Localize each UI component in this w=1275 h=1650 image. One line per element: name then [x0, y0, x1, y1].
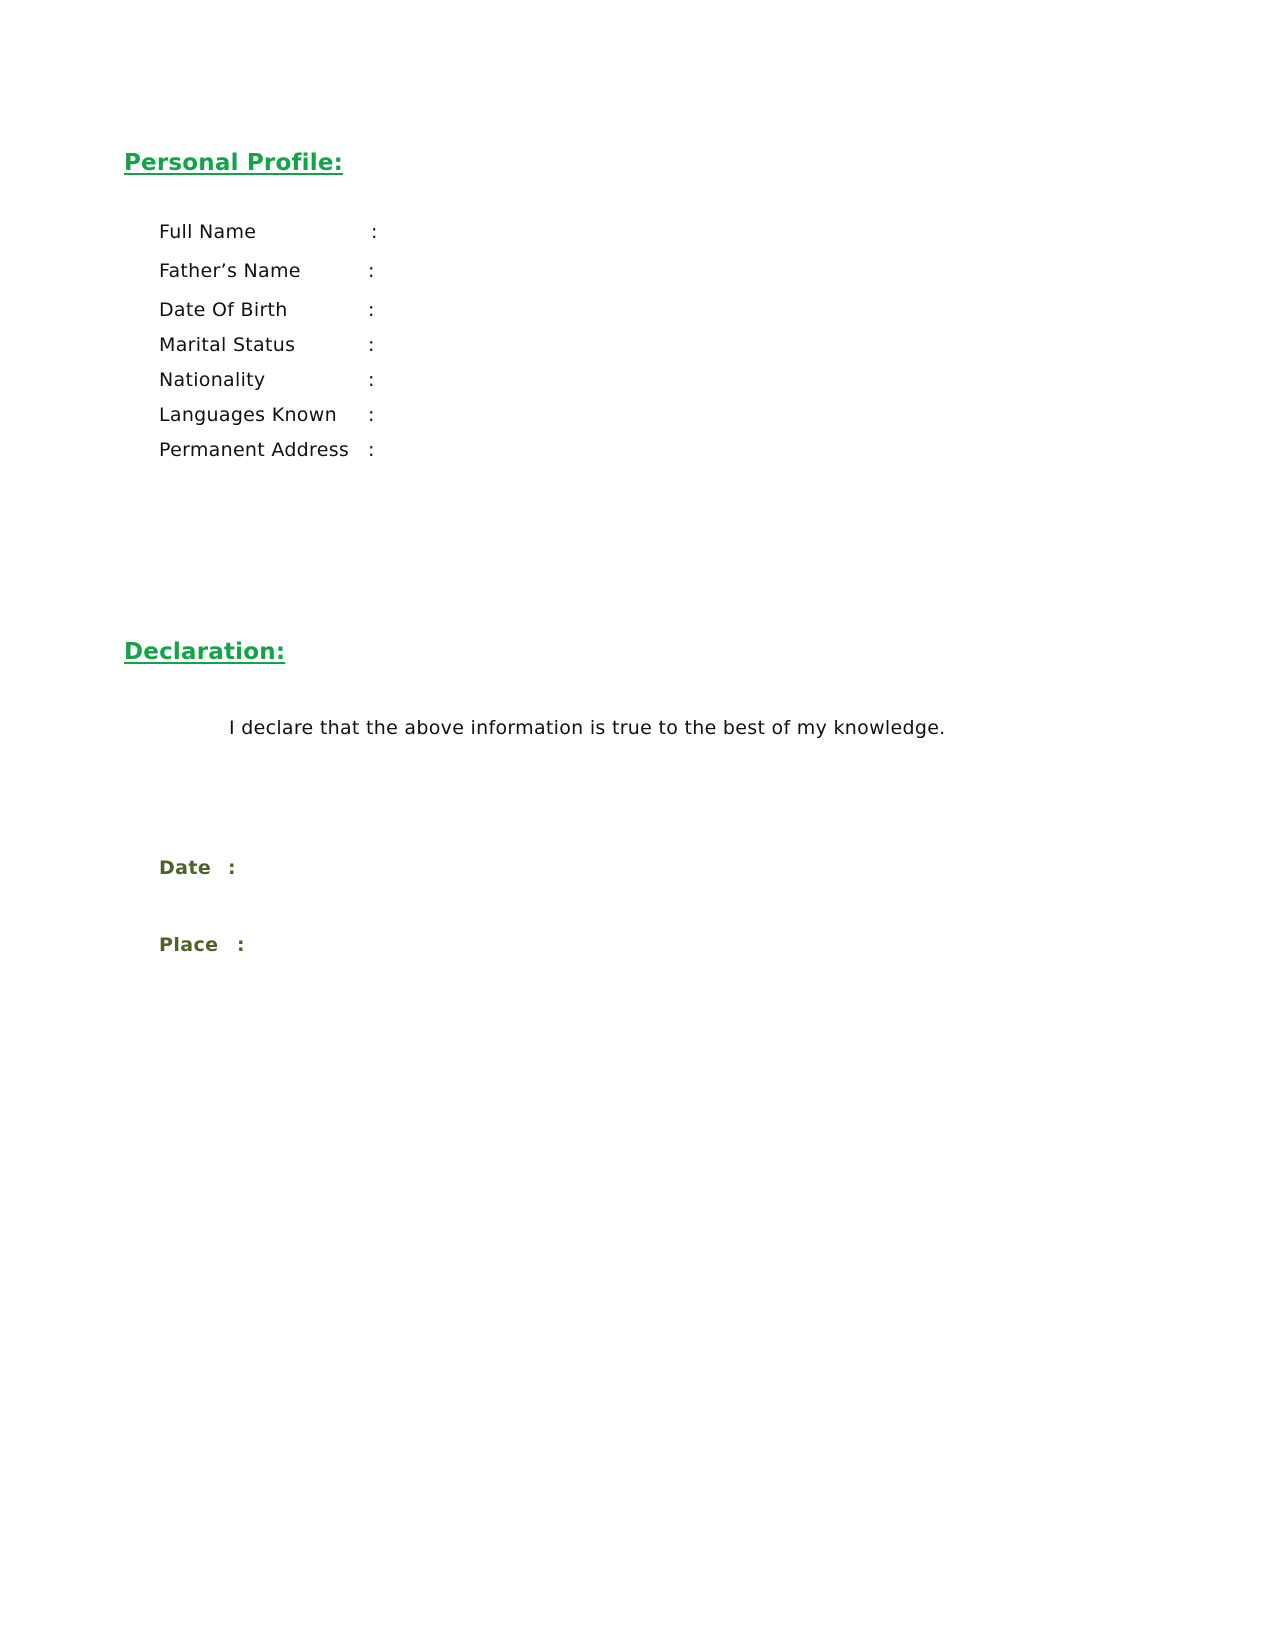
date-colon: :: [228, 857, 236, 879]
nationality-colon: :: [368, 369, 375, 391]
permanent-address-label: Permanent Address: [159, 439, 350, 461]
place-colon: :: [237, 934, 245, 956]
date-of-birth-colon: :: [368, 299, 375, 321]
fathers-name-label: Father’s Name: [159, 260, 301, 282]
declaration-text: I declare that the above information is true to the best of my knowledge.: [229, 717, 946, 739]
place-label: Place: [159, 934, 219, 956]
languages-known-label: Languages Known: [159, 404, 337, 426]
marital-status-label: Marital Status: [159, 334, 296, 356]
permanent-address-colon: :: [368, 439, 375, 461]
date-label: Date: [159, 857, 212, 879]
full-name-colon: :: [371, 221, 378, 243]
languages-known-colon: :: [368, 404, 375, 426]
fathers-name-colon: :: [368, 260, 375, 282]
marital-status-colon: :: [368, 334, 375, 356]
full-name-label: Full Name: [159, 221, 257, 243]
personal-profile-heading: Personal Profile:: [124, 150, 344, 176]
nationality-label: Nationality: [159, 369, 266, 391]
date-of-birth-label: Date Of Birth: [159, 299, 288, 321]
declaration-heading: Declaration:: [124, 639, 286, 665]
